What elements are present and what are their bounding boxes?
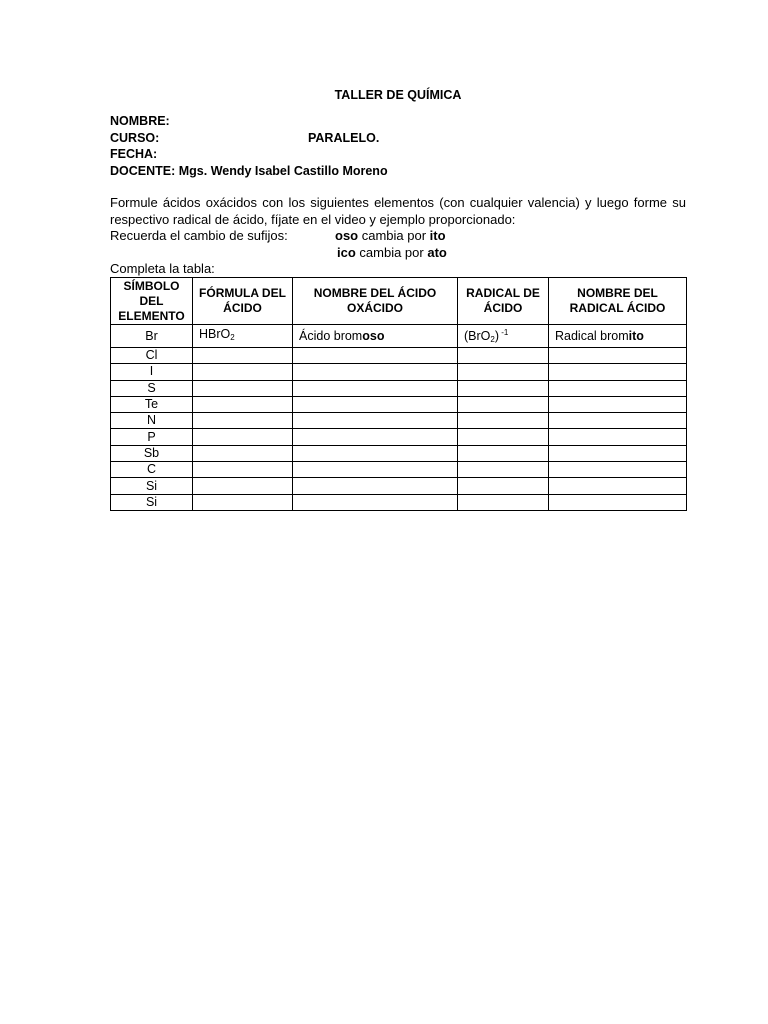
- cell-radical-name[interactable]: [549, 364, 687, 380]
- fecha-label: FECHA:: [110, 147, 158, 161]
- table-row: [111, 494, 687, 510]
- cell-acid-name[interactable]: [293, 348, 458, 364]
- cell-acid-name[interactable]: [293, 325, 458, 348]
- header-nombre-acido: NOMBRE DEL ÁCIDO OXÁCIDO: [293, 278, 458, 325]
- nombre-label: NOMBRE:: [110, 114, 170, 128]
- worksheet-page: [110, 86, 686, 511]
- table-row: [111, 445, 687, 461]
- formula-main: HBrO: [199, 327, 231, 341]
- cell-radical-name[interactable]: [549, 494, 687, 510]
- docente-label: DOCENTE: Mgs. Wendy Isabel Castillo Moreno: [110, 163, 388, 178]
- header-nombre-radical: NOMBRE DEL RADICAL ÁCIDO: [549, 278, 687, 325]
- suffix-rule-line-2: [110, 245, 686, 262]
- header-formula: FÓRMULA DEL ÁCIDO: [193, 278, 293, 325]
- cell-acid-name[interactable]: [293, 462, 458, 478]
- radical-charge: -1: [499, 328, 509, 337]
- complete-table-label: Completa la tabla:: [110, 261, 215, 276]
- table-row: [111, 396, 687, 412]
- cell-symbol: I: [111, 364, 193, 380]
- cell-formula[interactable]: [193, 364, 293, 380]
- docente-line: [110, 163, 686, 180]
- suffix-mid-2: cambia por: [355, 244, 428, 260]
- suffix-from-oso: oso: [335, 228, 359, 243]
- cell-radical[interactable]: [458, 396, 549, 412]
- cell-acid-name[interactable]: [293, 429, 458, 445]
- formula-subscript: 2: [230, 333, 235, 342]
- cell-radical-name[interactable]: [549, 396, 687, 412]
- table-row-example: [111, 325, 687, 348]
- cell-radical-name[interactable]: [549, 445, 687, 461]
- radical-subscript: 2: [490, 335, 495, 344]
- cell-acid-name[interactable]: [293, 380, 458, 396]
- cell-radical[interactable]: [458, 413, 549, 429]
- cell-acid-name[interactable]: [293, 413, 458, 429]
- cell-symbol: P: [111, 429, 193, 445]
- suffix-rule-ico-ato: [337, 245, 447, 262]
- cell-radical[interactable]: [458, 380, 549, 396]
- table-row: [111, 429, 687, 445]
- cell-symbol: Te: [111, 396, 193, 412]
- cell-symbol: Sb: [111, 445, 193, 461]
- cell-formula[interactable]: [193, 494, 293, 510]
- radical-name-suffix: ito: [628, 328, 644, 343]
- cell-formula[interactable]: [193, 348, 293, 364]
- table-row: [111, 348, 687, 364]
- radical-name-base: Radical brom: [555, 328, 629, 343]
- cell-radical[interactable]: [458, 429, 549, 445]
- cell-symbol: Si: [111, 478, 193, 494]
- chemistry-table: [110, 277, 687, 511]
- fecha-line: [110, 146, 686, 163]
- cell-radical-name[interactable]: [549, 325, 687, 348]
- header-simbolo: SÍMBOLO DEL ELEMENTO: [111, 278, 193, 325]
- acid-name-base: Ácido brom: [299, 328, 363, 343]
- cell-formula[interactable]: [193, 478, 293, 494]
- suffix-intro: Recuerda el cambio de sufijos:: [110, 228, 288, 243]
- cell-radical[interactable]: [458, 348, 549, 364]
- student-header: [110, 113, 686, 179]
- paralelo-label: PARALELO.: [308, 130, 380, 145]
- cell-symbol: Si: [111, 494, 193, 510]
- cell-radical[interactable]: [458, 462, 549, 478]
- cell-acid-name[interactable]: [293, 364, 458, 380]
- cell-symbol: S: [111, 380, 193, 396]
- cell-symbol: C: [111, 462, 193, 478]
- table-row: [111, 478, 687, 494]
- cell-formula[interactable]: [193, 413, 293, 429]
- cell-symbol: N: [111, 413, 193, 429]
- suffix-to-ato: ato: [427, 244, 447, 260]
- cell-radical-name[interactable]: [549, 413, 687, 429]
- acid-name-suffix: oso: [362, 328, 385, 343]
- cell-acid-name[interactable]: [293, 494, 458, 510]
- page-title: TALLER DE QUÍMICA: [334, 88, 462, 102]
- cell-formula[interactable]: [193, 462, 293, 478]
- cell-symbol: Cl: [111, 348, 193, 364]
- cell-radical[interactable]: [458, 325, 549, 348]
- table-body: [111, 325, 687, 511]
- instructions-line-1: Formule ácidos oxácidos con los siguientes elementos (con cualquier valencia) y luego forme su: [110, 195, 686, 210]
- suffix-mid-1: cambia por: [358, 228, 430, 243]
- cell-formula[interactable]: [193, 380, 293, 396]
- cell-formula[interactable]: [193, 396, 293, 412]
- cell-acid-name[interactable]: [293, 445, 458, 461]
- cell-formula[interactable]: [193, 429, 293, 445]
- suffix-to-ito: ito: [429, 228, 446, 243]
- cell-acid-name[interactable]: [293, 478, 458, 494]
- cell-radical-name[interactable]: [549, 348, 687, 364]
- cell-radical[interactable]: [458, 478, 549, 494]
- cell-radical-name[interactable]: [549, 429, 687, 445]
- curso-line: [110, 130, 686, 147]
- table-row: [111, 462, 687, 478]
- table-header-row: [111, 278, 687, 325]
- nombre-line: [110, 113, 686, 130]
- instructions-line-2: respectivo radical de ácido, fíjate en el video y ejemplo proporcionado:: [110, 211, 516, 227]
- table-row: [111, 413, 687, 429]
- radical-open: (BrO: [464, 329, 491, 343]
- suffix-rule-oso-ito: [335, 228, 446, 245]
- cell-radical-name[interactable]: [549, 380, 687, 396]
- instructions: [110, 195, 686, 261]
- cell-radical[interactable]: [458, 445, 549, 461]
- table-row: [111, 364, 687, 380]
- cell-symbol: Br: [111, 325, 193, 348]
- table-row: [111, 380, 687, 396]
- cell-acid-name[interactable]: [293, 396, 458, 412]
- curso-label: CURSO:: [110, 130, 160, 145]
- cell-radical-name[interactable]: [549, 478, 687, 494]
- cell-radical[interactable]: [458, 494, 549, 510]
- radical-close: ): [494, 329, 500, 343]
- cell-radical-name[interactable]: [549, 462, 687, 478]
- suffix-rule-line-1: [110, 228, 686, 245]
- cell-formula[interactable]: [193, 325, 293, 348]
- cell-radical[interactable]: [458, 364, 549, 380]
- suffix-from-ico: ico: [337, 244, 356, 260]
- cell-formula[interactable]: [193, 445, 293, 461]
- header-radical: RADICAL DE ÁCIDO: [458, 278, 549, 325]
